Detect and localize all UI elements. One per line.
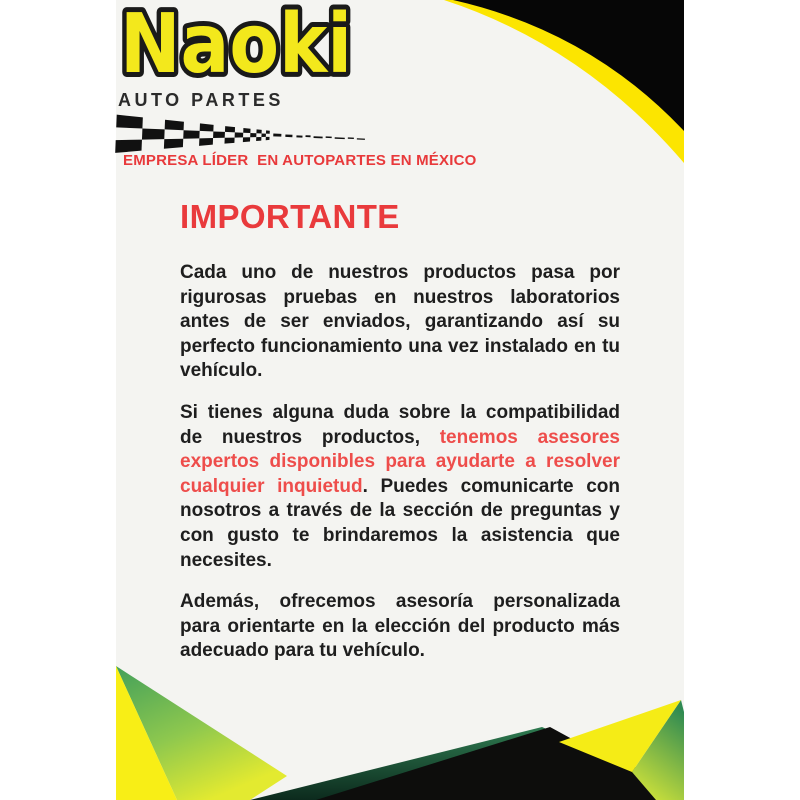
paragraph-support-tail: . Puedes comunicarte con nosotros a través de la sección de preguntas y con gusto te brindaremos la asistencia que necesites. [180,475,620,571]
paragraph-advice: Además, ofrecemos asesoría personalizada para orientarte en la elección del producto más adecuado para tu vehículo. [180,591,620,662]
brand-logo [114,0,364,94]
paragraph-support-lead: Si tienes alguna duda sobre la compatibilidad de nuestros productos, [180,401,620,448]
brand-logo-subtitle: AUTO PARTES [118,90,284,110]
flyer-panel [116,0,684,800]
checkered-flag-icon [116,111,368,155]
brand-tagline: EMPRESA LÍDER EN AUTOPARTES EN MÉXICO [123,152,477,169]
bottom-corner-decoration [116,650,684,800]
paragraph-quality: Cada uno de nuestros productos pasa por rigurosas pruebas en nuestros laboratorios antes de ser enviados, garantizando así su perfecto funcionamiento una vez instalado en tu vehículo. [180,262,620,382]
content-block [180,198,620,681]
brand-logo-text: Naoki [120,0,352,92]
paragraph-support-highlight: tenemos asesores expertos disponibles para ayudarte a resolver cualquier inquietud [180,426,620,497]
paragraph-support [180,401,620,573]
page-title: IMPORTANTE [180,198,400,235]
